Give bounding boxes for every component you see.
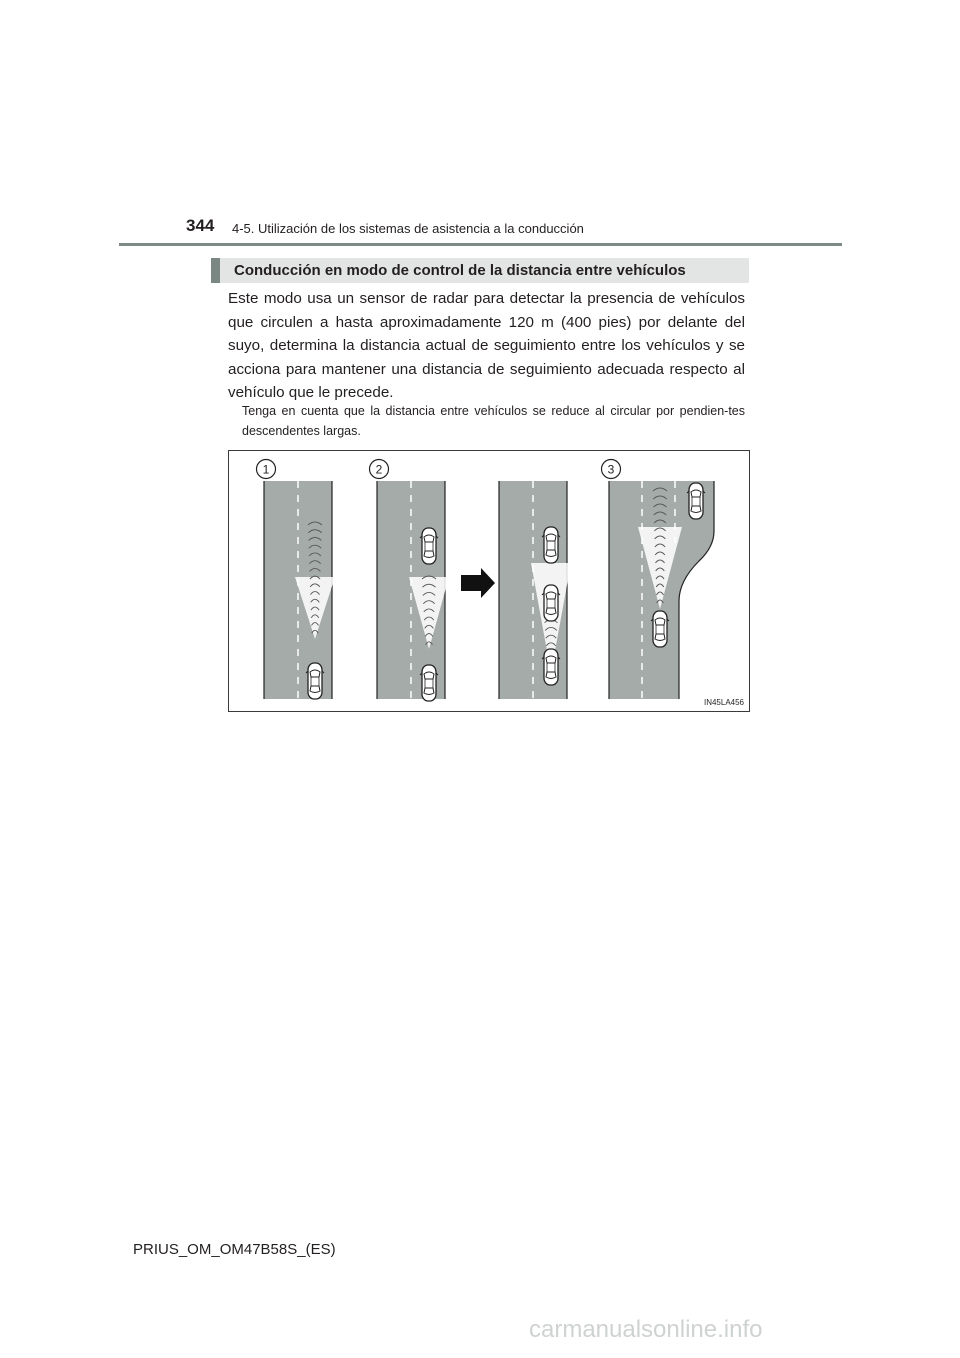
- illustration-svg: [229, 451, 749, 711]
- car-icon: [542, 585, 560, 621]
- document-id: PRIUS_OM_OM47B58S_(ES): [133, 1241, 336, 1258]
- scenario-2b-road: [499, 481, 571, 699]
- car-icon: [420, 665, 438, 701]
- step-marker-2: [370, 460, 389, 479]
- page-number: 344: [186, 216, 215, 235]
- car-icon: [687, 483, 705, 519]
- scenario-3-road: [609, 481, 714, 699]
- car-icon: [542, 527, 560, 563]
- body-paragraph: Este modo usa un sensor de radar para detectar la presencia de vehículos que circulen a hasta aproximadamente 120 m (400 pies) por delante del suyo, determina la distancia actual de seguimiento entre los vehículos y se acciona para mantener una distancia de seguimiento adecuada respecto al vehículo que le precede.: [228, 290, 745, 402]
- section-heading-bar: [211, 258, 749, 283]
- distance-control-illustration: [228, 450, 750, 712]
- svg-text:3: 3: [607, 462, 615, 477]
- car-icon: [542, 649, 560, 685]
- svg-text:1: 1: [262, 462, 270, 477]
- arrow-right-icon: [461, 568, 495, 598]
- step-marker-1: [257, 460, 276, 479]
- section-path: 4-5. Utilización de los sistemas de asistencia a la conducción: [232, 221, 584, 236]
- note-paragraph: Tenga en cuenta que la distancia entre vehículos se reduce al circular por pendien-tes descendentes largas.: [242, 404, 745, 438]
- figure-code: IN45LA456: [703, 698, 744, 707]
- section-heading: Conducción en modo de control de la distancia entre vehículos: [234, 262, 686, 279]
- scenario-2-road: [377, 481, 449, 701]
- scenario-1-road: [264, 481, 335, 699]
- svg-text:2: 2: [375, 462, 383, 477]
- header-divider: [119, 243, 842, 246]
- step-marker-3: [602, 460, 621, 479]
- car-icon: [420, 528, 438, 564]
- car-icon: [651, 611, 669, 647]
- watermark: carmanualsonline.info: [529, 1316, 763, 1343]
- car-icon: [306, 663, 324, 699]
